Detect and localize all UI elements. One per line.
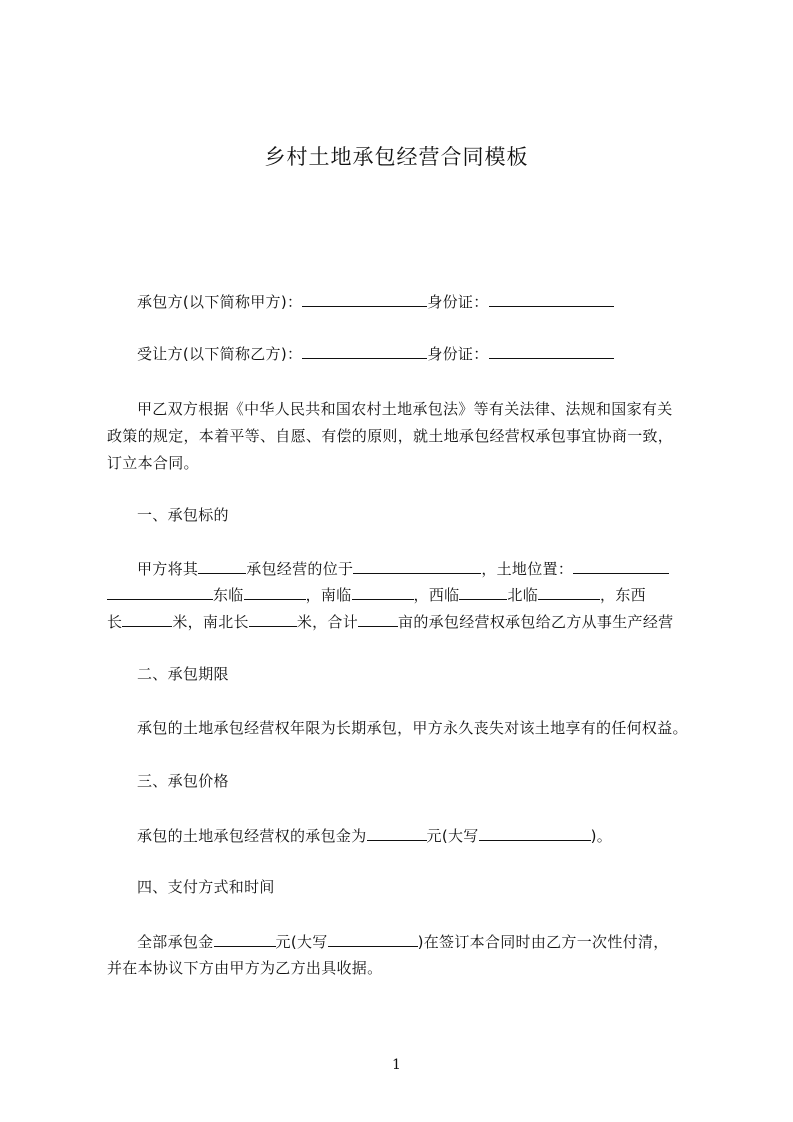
section-1-text: 北临 (507, 586, 539, 604)
section-4-text: 全部承包金 (137, 933, 214, 951)
east-border-blank[interactable] (244, 584, 306, 600)
section-1-line-3 (107, 611, 673, 632)
section-4-heading: 四、支付方式和时间 (137, 878, 275, 896)
section-1-heading: 一、承包标的 (137, 506, 229, 524)
party-b-id-blank[interactable] (489, 343, 614, 359)
preamble-line-2: 政策的规定，本着平等、自愿、有偿的原则，就土地承包经营权承包事宜协商一致， (107, 427, 674, 445)
party-a-id-blank[interactable] (489, 291, 614, 307)
party-a-name-blank[interactable] (302, 291, 427, 307)
section-1-text: ，西临 (413, 586, 460, 604)
section-3-heading: 三、承包价格 (137, 772, 229, 790)
section-1-text: 米，南北长 (172, 613, 249, 631)
section-1-line-1 (137, 558, 669, 579)
section-1-text: ，土地位置： (481, 560, 574, 578)
north-border-blank[interactable] (538, 584, 600, 600)
section-4-text: 元(大写 (275, 933, 328, 951)
section-1-text: 承包经营的位于 (246, 560, 354, 578)
preamble-line-3: 订立本合同。 (107, 454, 199, 472)
section-1-text: 甲方将其 (137, 560, 199, 578)
party-b-name-blank[interactable] (302, 343, 427, 359)
section-1-text: 东临 (213, 586, 244, 604)
party-b-label: 受让方(以下简称乙方)： (137, 345, 303, 363)
contract-fee-uppercase-blank[interactable] (479, 825, 591, 841)
section-4-text: )在签订本合同时由乙方一次性付清， (417, 933, 669, 951)
land-position-blank-cont[interactable] (107, 584, 213, 600)
document-title: 乡村土地承包经营合同模板 (264, 145, 529, 169)
section-1-text: 长 (107, 613, 123, 631)
section-3-text: 元(大写 (426, 827, 479, 845)
section-2-heading: 二、承包期限 (137, 665, 229, 683)
section-3-text: )。 (590, 827, 613, 845)
total-area-blank[interactable] (358, 611, 398, 627)
west-border-blank[interactable] (459, 584, 507, 600)
preamble-line-1: 甲乙双方根据《中华人民共和国农村土地承包法》等有关法律、法规和国家有关 (137, 400, 673, 418)
south-border-blank[interactable] (352, 584, 414, 600)
payment-amount-blank[interactable] (214, 931, 276, 947)
section-1-text: ，东西 (600, 586, 646, 604)
land-location-blank[interactable] (353, 558, 481, 574)
payment-uppercase-blank[interactable] (328, 931, 418, 947)
section-4-line-2: 并在本协议下方由甲方为乙方出具收据。 (107, 959, 383, 977)
section-3-line (137, 825, 612, 846)
section-3-text: 承包的土地承包经营权的承包金为 (137, 827, 367, 845)
contract-fee-blank[interactable] (367, 825, 427, 841)
party-a-line (137, 291, 614, 312)
north-south-length-blank[interactable] (249, 611, 297, 627)
section-1-text: 亩的承包经营权承包给乙方从事生产经营 (398, 613, 674, 631)
party-a-label: 承包方(以下简称甲方)： (137, 293, 303, 311)
section-1-line-2 (107, 584, 646, 605)
party-a-id-label: 身份证： (427, 293, 489, 311)
section-1-text: 米，合计 (296, 613, 359, 631)
land-position-blank[interactable] (573, 558, 669, 574)
section-2-text: 承包的土地承包经营权年限为长期承包，甲方永久丧失对该土地享有的任何权益。 (137, 719, 688, 737)
party-b-line (137, 343, 614, 364)
land-owner-blank[interactable] (198, 558, 246, 574)
party-b-id-label: 身份证： (427, 345, 489, 363)
section-1-text: ，南临 (305, 586, 352, 604)
section-4-line-1 (137, 931, 669, 952)
east-west-length-blank[interactable] (122, 611, 172, 627)
page-number: 1 (392, 1057, 401, 1073)
